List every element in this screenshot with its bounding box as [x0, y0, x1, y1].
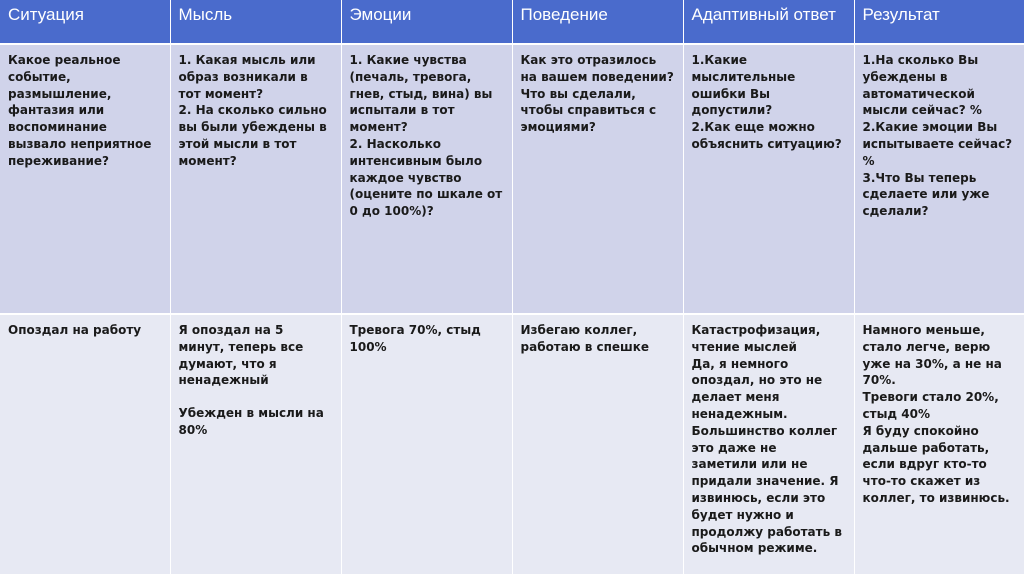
- cell-text: Какое реальное событие, размышление, фантазия или воспоминание вызвало неприятное переживание?: [8, 53, 152, 168]
- cell-text: 2. На сколько сильно вы были убеждены в этой мысли в тот момент?: [178, 103, 327, 168]
- cell-text: Как это отразилось на вашем поведении? Что вы сделали, чтобы справиться с эмоциями?: [520, 53, 674, 135]
- cell-text: Тревоги стало 20%, стыд 40%: [862, 390, 999, 421]
- cell-text: 1. Какая мысль или образ возникали в тот момент?: [178, 53, 316, 101]
- spacer: [179, 389, 333, 405]
- cell-thought: [170, 44, 341, 314]
- cell-situation: [0, 44, 170, 314]
- header-row: [0, 0, 1024, 44]
- cell-text: Намного меньше, стало легче, верю уже на 30%, а не на 70%.: [862, 323, 1002, 388]
- header-behavior: Поведение: [512, 0, 683, 44]
- cell-text: Я опоздал на 5 минут, теперь все думают, что я ненадежный: [178, 323, 304, 388]
- cell-emotions: [341, 44, 512, 314]
- cell-text: 1.Какие мыслительные ошибки Вы допустили?: [691, 53, 796, 118]
- cell-text: Я буду спокойно дальше работать, если вдруг кто-то что-то скажет из коллег, то извинюсь.: [862, 423, 1010, 505]
- cell-text: Да, я немного опоздал, но это не делает меня ненадежным. Большинство коллег это даже не заметили или не придали значение. Я извинюсь, если это будет нужно и продолжу работать в обычном режиме.: [691, 356, 842, 556]
- header-emotions: Эмоции: [341, 0, 512, 44]
- cell-text: Опоздал на работу: [8, 323, 142, 337]
- cell-text: 1.На сколько Вы убеждены в автоматической мысли сейчас? %: [862, 53, 982, 118]
- cell-text: Тревога 70%, стыд 100%: [349, 323, 481, 354]
- cell-behavior: [512, 314, 683, 574]
- cell-behavior: [512, 44, 683, 314]
- cell-adaptive-response: [683, 44, 854, 314]
- cell-text: 2.Какие эмоции Вы испытываете сейчас? %: [862, 120, 1013, 168]
- cell-result: [854, 44, 1024, 314]
- cell-text: Убежден в мысли на 80%: [178, 406, 324, 437]
- cell-text: Катастрофизация, чтение мыслей: [691, 323, 821, 354]
- header-result: Результат: [854, 0, 1024, 44]
- cell-emotions: [341, 314, 512, 574]
- cell-result: [854, 314, 1024, 574]
- header-adaptive-response: Адаптивный ответ: [683, 0, 854, 44]
- cell-thought: [170, 314, 341, 574]
- header-thought: Мысль: [170, 0, 341, 44]
- cell-text: 2.Как еще можно объяснить ситуацию?: [691, 120, 842, 151]
- cell-text: 1. Какие чувства (печаль, тревога, гнев, стыд, вина) вы испытали в тот момент?: [349, 53, 493, 135]
- table-row-example: [0, 314, 1024, 574]
- header-situation: Ситуация: [0, 0, 170, 44]
- table-row-instructions: [0, 44, 1024, 314]
- cell-text: Избегаю коллег, работаю в спешке: [520, 323, 650, 354]
- cell-adaptive-response: [683, 314, 854, 574]
- cell-situation: [0, 314, 170, 574]
- cell-text: 2. Насколько интенсивным было каждое чувство (оцените по шкале от 0 до 100%)?: [349, 136, 503, 219]
- cell-text: 3.Что Вы теперь сделаете или уже сделали?: [862, 170, 990, 219]
